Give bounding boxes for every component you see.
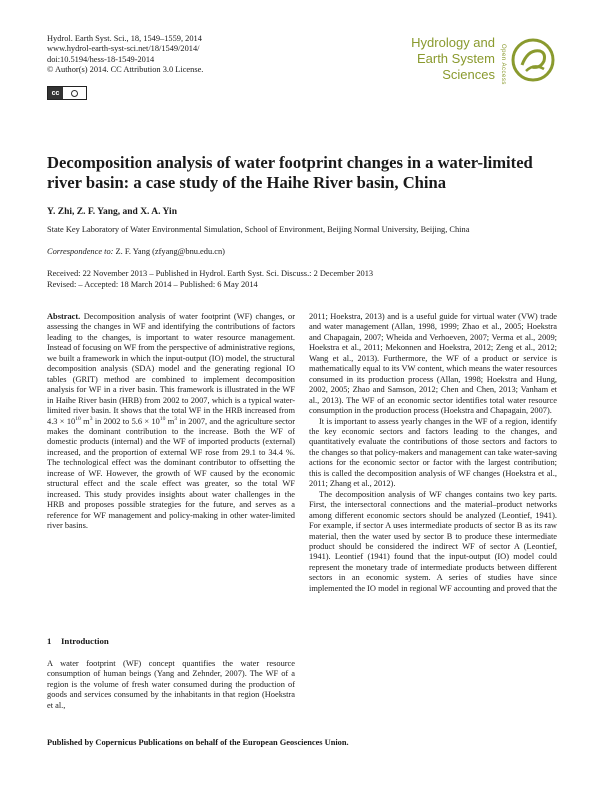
citation-line: Hydrol. Earth Syst. Sci., 18, 1549–1559, 2014 [47, 34, 202, 43]
license-line: © Author(s) 2014. CC Attribution 3.0 License. [47, 65, 204, 75]
doi-line: doi:10.5194/hess-18-1549-2014 [47, 54, 155, 64]
affiliation: State Key Laboratory of Water Environmental Simulation, School of Environment, Beijing Normal University, Beijing, China [47, 225, 470, 234]
left-column [47, 312, 295, 532]
journal-name-line: Earth System [416, 51, 495, 66]
cc-license-badge[interactable] [47, 86, 87, 100]
cc-by-icon [63, 87, 86, 99]
right-column [309, 312, 557, 594]
body-paragraph: 2011; Hoekstra, 2013) and is a useful guide for virtual water (VW) trade and water management (Allan, 1998, 1999; Zhao et al., 2005; Hoekstra and Chapagain, 2007; Wheida and Verhoeven, 2007; Verma et al., 2009; Hoekstra et al., 2011; Mekonnen and Hoekstra, 2012; Zeng et al., 2012; Wang et al., 2013). Furthermore, the WF of a product or service is mathematically equal to its VW content, which means the water resources consumed in its production process (Allan, 1998; Hoekstra and Hung, 2002, 2005; Zhao and Samson, 2012; Chen and Chen, 2013; Vanham et al., 2013). The WF of an economic sector identifies total water resource consumption in the production process (Hoekstra and Chapagain, 2007). [309, 312, 557, 416]
journal-name-line: Sciences [442, 67, 495, 82]
publisher-footer: Published by Copernicus Publications on behalf of the European Geosciences Union. [47, 738, 349, 747]
body-paragraph: The decomposition analysis of WF changes contains two key parts. First, the intersectoral connections and the material–product networks among different economic sectors should be analyzed (Leontief, 1941). For example, if sector A uses intermediate products of sector B as its raw material, then the water used by sector B to produce these intermediate product should be considered the indirect WF of sector A (Leontief, 1941). Leontief (1941) found that the input-output (IO) model could represent the monetary trade of intermediate products between different sectors in an economic system. A series of studies have since implemented the IO model in regional WF accounting and proved that the [309, 489, 558, 593]
journal-url-link[interactable]: www.hydrol-earth-syst-sci.net/18/1549/2014/ [47, 44, 200, 54]
citation-block [47, 34, 203, 76]
intro-paragraph: A water footprint (WF) concept quantifies the water resource consumption of human beings (Yang and Zehnder, 2007). The WF of a region is the volume of fresh water consumed during the production of goods and services consumed by the inhabitants in that region (Hoekstra et al., [47, 659, 295, 710]
abstract-label: Abstract. [47, 312, 81, 321]
journal-name-line: Hydrology and [411, 35, 495, 50]
journal-name [411, 35, 495, 83]
section-heading-introduction [47, 636, 109, 646]
article-title: Decomposition analysis of water footprint changes in a water-limited river basin: a case study of the Haihe River basin, China [47, 153, 533, 192]
publication-dates [47, 268, 373, 290]
author-list: Y. Zhi, Z. F. Yang, and X. A. Yin [47, 207, 177, 217]
open-access-label: Open Access [500, 43, 506, 85]
journal-logo-icon [510, 35, 556, 85]
correspondence-label: Correspondence to: [47, 247, 114, 256]
section-title: Introduction [61, 636, 109, 646]
body-paragraph: It is important to assess yearly changes in the WF of a region, identify the key economic sectors and factors leading to the changes, and quantitatively evaluate the contributions of those sectors and factors to the changes so that policy-makers and management can take water-saving actions for the economic sector or factor with the largest contribution; this is called the decomposition analysis of WF changes (Hoekstra et al., 2011; Zhang et al., 2012). [309, 416, 557, 489]
dates-line: Received: 22 November 2013 – Published in Hydrol. Earth Syst. Sci. Discuss.: 2 December 2013 [47, 269, 374, 278]
dates-line: Revised: – Accepted: 18 March 2014 – Published: 6 May 2014 [47, 280, 258, 289]
correspondence [47, 247, 225, 256]
cc-icon: cc [48, 87, 63, 99]
correspondence-value[interactable]: Z. F. Yang (zfyang@bnu.edu.cn) [115, 247, 225, 256]
section-number: 1 [47, 636, 52, 646]
abstract-paragraph: Abstract. Decomposition analysis of water footprint (WF) changes, or assessing the changes in WF and identifying the contributions of factors leading to the changes, is important to water resource management. Instead of focusing on WF from the perspective of administrative regions, we built a framework in which the input-output (IO) model, the structural decomposition analysis (SDA) model and the generating regional IO tables (GRIT) method are combined to implement decomposition analysis for WF in a river basin. This framework is illustrated in the WF in Haihe River basin (HRB) from 2002 to 2007, which is a typical water-limited river basin. It shows that the total WF in the HRB increased from $4.3 \times 10^{10}$ $m^3$ in 2002 to $5.6 \times 10^{10}$ $m^3$ in 2007, and the agriculture sector makes the dominant contribution to the increase. Both the WF of domestic products (internal) and the WF of imported products (external) increased, and the proportion of external WF rose from 29.1 to 34.4 %. The technological effect was the dominant contributor to offsetting the increase of WF. However, the growth of WF caused by the economic structural effect and the scale effect was greater, so the total WF increased. This study provides insights about water challenges in the HRB and proposes possible strategies for the future, and serves as a reference for WF management and policy-making in other water-limited river basins. [47, 312, 296, 531]
